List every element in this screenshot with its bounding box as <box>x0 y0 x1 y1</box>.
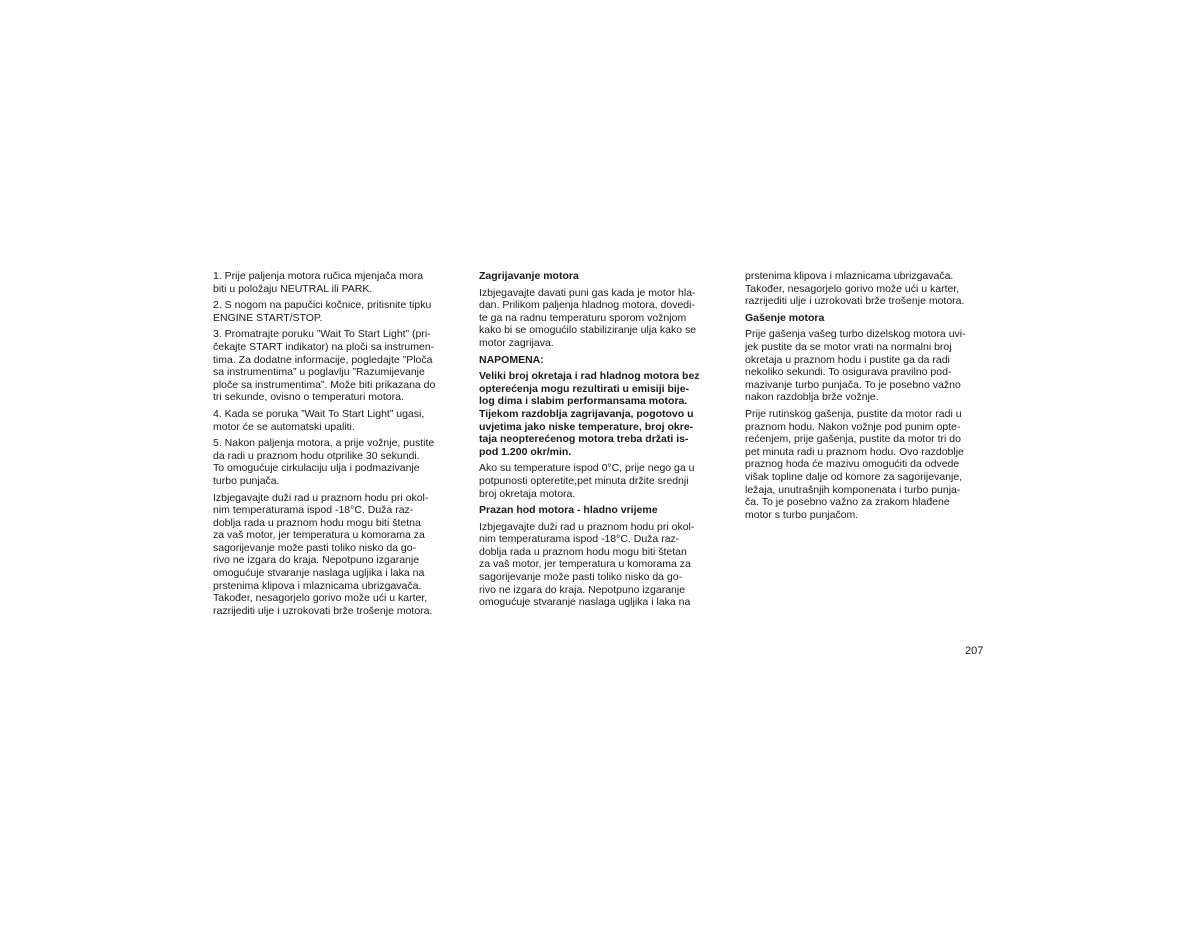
note-body: Veliki broj okretaja i rad hladnog motora bez opterećenja mogu rezultirati u emisiji bije- log dima i slabim performansama motora. Tijekom razdoblja zagrijavanja, pogotovo u uvjetima jako niske temperature, broj okre- taja neopterećenog motora treba držati is- pod 1.200 okr/min. <box>479 370 700 458</box>
warmup-paragraph: Izbjegavajte davati puni gas kada je motor hla- dan. Prilikom paljenja hladnog motora, dovedi- te ga na radnu temperaturu sporom vožnjom kako bi se omogućilo stabiliziranje ulja kako se motor zagrijava. <box>479 286 697 349</box>
step-2-paragraph: 2. S nogom na papučici kočnice, pritisnite tipku ENGINE START/STOP. <box>213 299 432 324</box>
note-heading: NAPOMENA: <box>479 353 544 366</box>
step-3-paragraph: 3. Promatrajte poruku ”Wait To Start Light” (pri- čekajte START indikator) na ploči sa instrumen- tima. Za dodatne informacije, pogledajte ”Ploča sa instrumentima” u poglavlju ”Razumijevanje ploče sa instrumentima”. Može biti prikazana do tri sekunde, ovisno o temperaturi motora. <box>213 328 436 404</box>
step-4-paragraph: 4. Kada se poruka ”Wait To Start Light” ugasi, motor će se automatski upaliti. <box>213 407 425 433</box>
text-column-left <box>213 270 455 621</box>
cold-idle-warning-paragraph: Izbjegavajte duži rad u praznom hodu pri okol- nim temperaturama ispod -18°C. Duža raz- doblja rada u praznom hodu mogu biti štetna za vaš motor, jer temperatura u komorama za sagorijevanje može pasti toliko nisko da go- rivo ne izgara do kraja. Nepotpuno izgaranje omogućuje stvaranje naslaga ugljika i laka na prstenima klipova i mlaznicama ubrizgavača. Također, nesagorjelo gorivo može ući u karter, razrijediti ulje i uzrokovati brže trošenje motora. <box>213 491 433 617</box>
text-column-middle <box>479 270 721 613</box>
shutdown-paragraph-1: Prije gašenja vašeg turbo dizelskog motora uvi- jek pustite da se motor vrati na normalni broj okretaja u praznom hodu i pustite ga da radi nekoliko sekundi. To osigurava pravilno pod- mazivanje turbo punjača. To je posebno važno nakon razdoblja brže vožnje. <box>745 328 966 404</box>
section-heading-shutdown: Gašenje motora <box>745 311 825 324</box>
section-heading-warmup: Zagrijavanje motora <box>479 270 579 282</box>
step-5-paragraph: 5. Nakon paljenja motora, a prije vožnje, pustite da radi u praznom hodu otprilike 30 sekundi. To omogućuje cirkulaciju ulja i podmazivanje turbo punjača. <box>213 437 435 487</box>
shutdown-paragraph-2: Prije rutinskog gašenja, pustite da motor radi u praznom hodu. Nakon vožnje pod punim opte- rećenjem, prije gašenja, pustite da motor tri do pet minuta radi u praznom hodu. Ovo razdoblje praznog hoda će mazivu omogućiti da odvede višak topline dalje od komore za sagorijevanje, ležaja, unutrašnjih komponenata i turbo punja- ča. To je posebno važno za zrakom hlađene motor s turbo punjačom. <box>745 407 964 521</box>
section-heading-cold-idle: Prazan hod motora - hladno vrijeme <box>479 504 658 517</box>
continued-paragraph: prstenima klipova i mlaznicama ubrizgavača. Također, nesagorjelo gorivo može ući u karter, razrijediti ulje i uzrokovati brže trošenje motora. <box>745 270 965 308</box>
page-number: 207 <box>965 645 984 657</box>
cold-idle-paragraph: Izbjegavajte duži rad u praznom hodu pri okol- nim temperaturama ispod -18°C. Duža raz- doblja rada u praznom hodu mogu biti štetan za vaš motor, jer temperatura u komorama za sagorijevanje može pasti toliko nisko da go- rivo ne izgara do kraja. Nepotpuno izgaranje omogućuje stvaranje naslaga ugljika i laka na <box>479 520 695 609</box>
text-column-right <box>745 270 987 525</box>
step-1-paragraph: 1. Prije paljenja motora ručica mjenjača mora biti u položaju NEUTRAL ili PARK. <box>213 270 424 295</box>
below-zero-paragraph: Ako su temperature ispod 0°C, prije nego ga u potpunosti opteretite,pet minuta držite srednji broj okretaja motora. <box>479 462 695 500</box>
